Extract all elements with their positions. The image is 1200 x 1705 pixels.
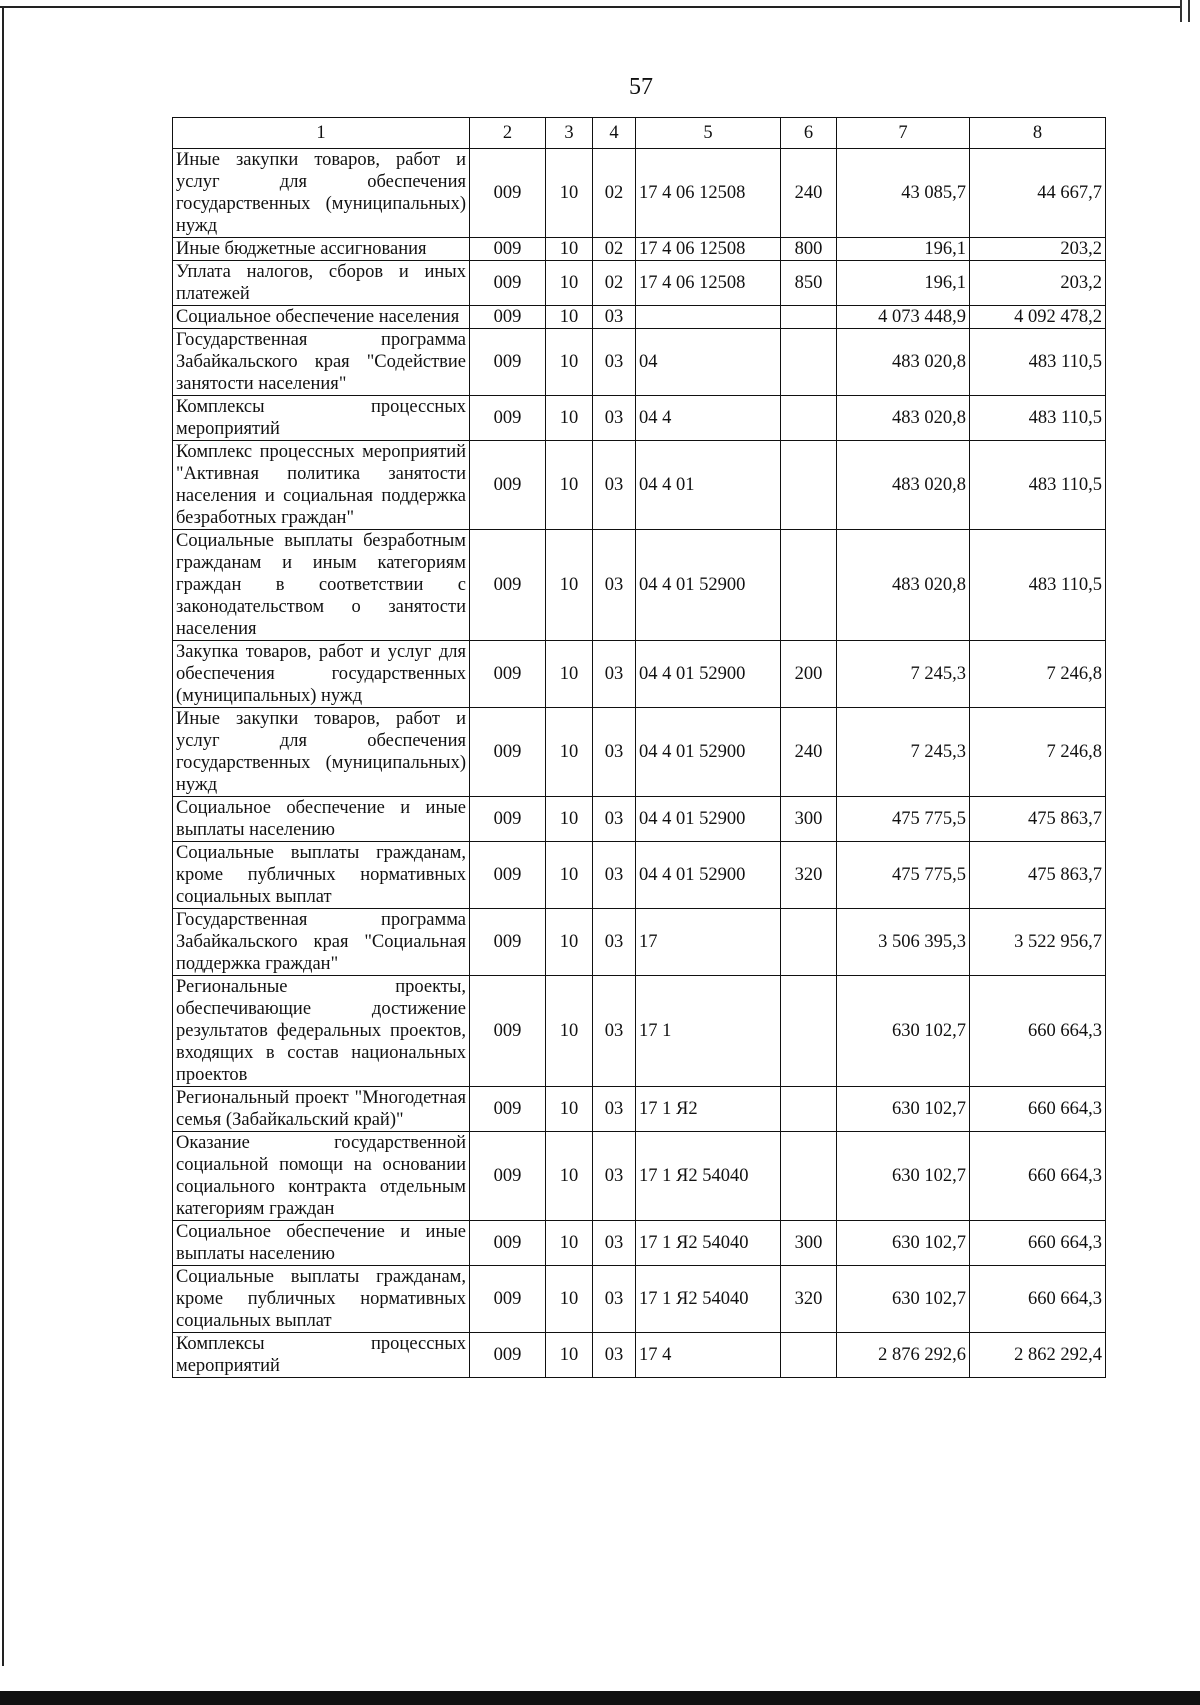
ministry-code-cell: 009: [470, 530, 546, 641]
expense-type-cell: 850: [781, 261, 837, 306]
ministry-code-cell: 009: [470, 797, 546, 842]
amount-year1-cell: 196,1: [837, 261, 970, 306]
amount-year1-cell: 483 020,8: [837, 396, 970, 441]
subsection-cell: 03: [593, 530, 636, 641]
target-article-cell: 17 4 06 12508: [636, 149, 781, 238]
expense-type-cell: 300: [781, 1221, 837, 1266]
table-row: [173, 909, 1106, 976]
ministry-code-cell: 009: [470, 1087, 546, 1132]
ministry-code-cell: 009: [470, 641, 546, 708]
subsection-cell: 03: [593, 1266, 636, 1333]
amount-year2-cell: 660 664,3: [970, 1221, 1106, 1266]
section-cell: 10: [546, 441, 593, 530]
target-article-cell: 04 4 01: [636, 441, 781, 530]
amount-year1-cell: 483 020,8: [837, 441, 970, 530]
table-row: [173, 396, 1106, 441]
subsection-cell: 03: [593, 1132, 636, 1221]
ministry-code-cell: 009: [470, 1266, 546, 1333]
expense-type-cell: 320: [781, 842, 837, 909]
amount-year1-cell: 483 020,8: [837, 329, 970, 396]
row-name-cell: Социальное обеспечение и иные выплаты населению: [173, 797, 470, 842]
target-article-cell: 17 4 06 12508: [636, 261, 781, 306]
amount-year2-cell: 475 863,7: [970, 842, 1106, 909]
amount-year2-cell: 203,2: [970, 238, 1106, 261]
amount-year1-cell: 196,1: [837, 238, 970, 261]
subsection-cell: 02: [593, 238, 636, 261]
target-article-cell: 17 1 Я2 54040: [636, 1266, 781, 1333]
section-cell: 10: [546, 396, 593, 441]
amount-year2-cell: 4 092 478,2: [970, 306, 1106, 329]
subsection-cell: 03: [593, 396, 636, 441]
ministry-code-cell: 009: [470, 909, 546, 976]
table-row: [173, 641, 1106, 708]
amount-year1-cell: 43 085,7: [837, 149, 970, 238]
table-row: [173, 530, 1106, 641]
subsection-cell: 02: [593, 149, 636, 238]
row-name-cell: Социальные выплаты безработным гражданам и иным категориям граждан в соответствии с законодательством о занятости населения: [173, 530, 470, 641]
subsection-cell: 03: [593, 1087, 636, 1132]
amount-year1-cell: 630 102,7: [837, 1087, 970, 1132]
table-row: [173, 329, 1106, 396]
ministry-code-cell: 009: [470, 842, 546, 909]
table-row: [173, 797, 1106, 842]
expense-type-cell: [781, 909, 837, 976]
table-body: [173, 149, 1106, 1378]
ministry-code-cell: 009: [470, 238, 546, 261]
amount-year1-cell: 630 102,7: [837, 976, 970, 1087]
expense-type-cell: [781, 1132, 837, 1221]
section-cell: 10: [546, 708, 593, 797]
section-cell: 10: [546, 641, 593, 708]
section-cell: 10: [546, 976, 593, 1087]
ministry-code-cell: 009: [470, 708, 546, 797]
expense-type-cell: [781, 441, 837, 530]
expense-type-cell: [781, 1087, 837, 1132]
expense-type-cell: 800: [781, 238, 837, 261]
section-cell: 10: [546, 1333, 593, 1378]
subsection-cell: 03: [593, 842, 636, 909]
subsection-cell: 03: [593, 976, 636, 1087]
row-name-cell: Закупка товаров, работ и услуг для обеспечения государственных (муниципальных) нужд: [173, 641, 470, 708]
target-article-cell: 04 4 01 52900: [636, 530, 781, 641]
scan-frame-top: [0, 6, 1182, 8]
amount-year2-cell: 203,2: [970, 261, 1106, 306]
amount-year2-cell: 483 110,5: [970, 530, 1106, 641]
amount-year2-cell: 3 522 956,7: [970, 909, 1106, 976]
amount-year2-cell: 483 110,5: [970, 396, 1106, 441]
section-cell: 10: [546, 530, 593, 641]
column-header-4: 4: [593, 118, 636, 149]
budget-table: [172, 117, 1106, 1378]
row-name-cell: Социальные выплаты гражданам, кроме публичных нормативных социальных выплат: [173, 842, 470, 909]
scan-corner-mark: [1180, 0, 1190, 22]
amount-year1-cell: 7 245,3: [837, 708, 970, 797]
target-article-cell: 04 4 01 52900: [636, 842, 781, 909]
ministry-code-cell: 009: [470, 149, 546, 238]
amount-year2-cell: 483 110,5: [970, 329, 1106, 396]
amount-year1-cell: 7 245,3: [837, 641, 970, 708]
ministry-code-cell: 009: [470, 441, 546, 530]
column-header-3: 3: [546, 118, 593, 149]
table-row: [173, 708, 1106, 797]
expense-type-cell: 320: [781, 1266, 837, 1333]
row-name-cell: Социальные выплаты гражданам, кроме публичных нормативных социальных выплат: [173, 1266, 470, 1333]
table-row: [173, 842, 1106, 909]
subsection-cell: 03: [593, 708, 636, 797]
row-name-cell: Государственная программа Забайкальского края "Социальная поддержка граждан": [173, 909, 470, 976]
section-cell: 10: [546, 1221, 593, 1266]
row-name-cell: Комплекс процессных мероприятий "Активная политика занятости населения и социальная поддержка безработных граждан": [173, 441, 470, 530]
subsection-cell: 03: [593, 306, 636, 329]
amount-year1-cell: 4 073 448,9: [837, 306, 970, 329]
expense-type-cell: [781, 530, 837, 641]
amount-year1-cell: 630 102,7: [837, 1132, 970, 1221]
amount-year1-cell: 630 102,7: [837, 1221, 970, 1266]
target-article-cell: 17: [636, 909, 781, 976]
subsection-cell: 03: [593, 797, 636, 842]
table-row: [173, 441, 1106, 530]
section-cell: 10: [546, 909, 593, 976]
amount-year2-cell: 660 664,3: [970, 1266, 1106, 1333]
expense-type-cell: [781, 396, 837, 441]
table-row: [173, 1333, 1106, 1378]
amount-year2-cell: 483 110,5: [970, 441, 1106, 530]
row-name-cell: Комплексы процессных мероприятий: [173, 1333, 470, 1378]
section-cell: 10: [546, 1132, 593, 1221]
amount-year1-cell: 2 876 292,6: [837, 1333, 970, 1378]
target-article-cell: [636, 306, 781, 329]
ministry-code-cell: 009: [470, 306, 546, 329]
row-name-cell: Комплексы процессных мероприятий: [173, 396, 470, 441]
target-article-cell: 17 1: [636, 976, 781, 1087]
expense-type-cell: 240: [781, 708, 837, 797]
page-number: 57: [629, 74, 653, 100]
column-header-5: 5: [636, 118, 781, 149]
section-cell: 10: [546, 306, 593, 329]
amount-year2-cell: 475 863,7: [970, 797, 1106, 842]
row-name-cell: Иные закупки товаров, работ и услуг для обеспечения государственных (муниципальных) нужд: [173, 149, 470, 238]
ministry-code-cell: 009: [470, 1333, 546, 1378]
expense-type-cell: [781, 306, 837, 329]
amount-year2-cell: 660 664,3: [970, 1087, 1106, 1132]
table-row: [173, 976, 1106, 1087]
target-article-cell: 04 4 01 52900: [636, 641, 781, 708]
amount-year1-cell: 3 506 395,3: [837, 909, 970, 976]
subsection-cell: 03: [593, 441, 636, 530]
target-article-cell: 17 4 06 12508: [636, 238, 781, 261]
table-row: [173, 1132, 1106, 1221]
scan-bottom-bar: [0, 1691, 1200, 1705]
table-row: [173, 149, 1106, 238]
subsection-cell: 03: [593, 909, 636, 976]
column-header-6: 6: [781, 118, 837, 149]
amount-year1-cell: 483 020,8: [837, 530, 970, 641]
section-cell: 10: [546, 1087, 593, 1132]
subsection-cell: 03: [593, 1221, 636, 1266]
row-name-cell: Региональные проекты, обеспечивающие достижение результатов федеральных проектов, входящих в состав национальных проектов: [173, 976, 470, 1087]
ministry-code-cell: 009: [470, 329, 546, 396]
expense-type-cell: [781, 1333, 837, 1378]
column-header-2: 2: [470, 118, 546, 149]
amount-year2-cell: 660 664,3: [970, 1132, 1106, 1221]
table-row: [173, 1266, 1106, 1333]
target-article-cell: 04 4 01 52900: [636, 708, 781, 797]
target-article-cell: 17 4: [636, 1333, 781, 1378]
row-name-cell: Региональный проект "Многодетная семья (Забайкальский край)": [173, 1087, 470, 1132]
section-cell: 10: [546, 842, 593, 909]
column-header-8: 8: [970, 118, 1106, 149]
subsection-cell: 03: [593, 1333, 636, 1378]
amount-year2-cell: 7 246,8: [970, 708, 1106, 797]
scan-frame-left: [2, 6, 4, 1666]
section-cell: 10: [546, 261, 593, 306]
column-header-7: 7: [837, 118, 970, 149]
target-article-cell: 04: [636, 329, 781, 396]
ministry-code-cell: 009: [470, 261, 546, 306]
ministry-code-cell: 009: [470, 1132, 546, 1221]
section-cell: 10: [546, 238, 593, 261]
row-name-cell: Государственная программа Забайкальского края "Содействие занятости населения": [173, 329, 470, 396]
table-row: [173, 238, 1106, 261]
row-name-cell: Оказание государственной социальной помощи на основании социального контракта отдельным категориям граждан: [173, 1132, 470, 1221]
table-row: [173, 1221, 1106, 1266]
expense-type-cell: [781, 329, 837, 396]
ministry-code-cell: 009: [470, 1221, 546, 1266]
table-row: [173, 1087, 1106, 1132]
row-name-cell: Иные закупки товаров, работ и услуг для обеспечения государственных (муниципальных) нужд: [173, 708, 470, 797]
subsection-cell: 03: [593, 329, 636, 396]
table-row: [173, 261, 1106, 306]
row-name-cell: Уплата налогов, сборов и иных платежей: [173, 261, 470, 306]
amount-year2-cell: 660 664,3: [970, 976, 1106, 1087]
subsection-cell: 02: [593, 261, 636, 306]
amount-year2-cell: 44 667,7: [970, 149, 1106, 238]
section-cell: 10: [546, 1266, 593, 1333]
section-cell: 10: [546, 149, 593, 238]
row-name-cell: Социальное обеспечение населения: [173, 306, 470, 329]
amount-year1-cell: 475 775,5: [837, 842, 970, 909]
target-article-cell: 17 1 Я2 54040: [636, 1132, 781, 1221]
expense-type-cell: [781, 976, 837, 1087]
target-article-cell: 04 4: [636, 396, 781, 441]
expense-type-cell: 200: [781, 641, 837, 708]
target-article-cell: 17 1 Я2: [636, 1087, 781, 1132]
amount-year2-cell: 2 862 292,4: [970, 1333, 1106, 1378]
row-name-cell: Социальное обеспечение и иные выплаты населению: [173, 1221, 470, 1266]
amount-year1-cell: 630 102,7: [837, 1266, 970, 1333]
target-article-cell: 04 4 01 52900: [636, 797, 781, 842]
amount-year2-cell: 7 246,8: [970, 641, 1106, 708]
expense-type-cell: 300: [781, 797, 837, 842]
table-row: [173, 306, 1106, 329]
table-header-row: [173, 118, 1106, 149]
expense-type-cell: 240: [781, 149, 837, 238]
column-header-1: 1: [173, 118, 470, 149]
target-article-cell: 17 1 Я2 54040: [636, 1221, 781, 1266]
row-name-cell: Иные бюджетные ассигнования: [173, 238, 470, 261]
amount-year1-cell: 475 775,5: [837, 797, 970, 842]
section-cell: 10: [546, 329, 593, 396]
ministry-code-cell: 009: [470, 396, 546, 441]
subsection-cell: 03: [593, 641, 636, 708]
ministry-code-cell: 009: [470, 976, 546, 1087]
section-cell: 10: [546, 797, 593, 842]
